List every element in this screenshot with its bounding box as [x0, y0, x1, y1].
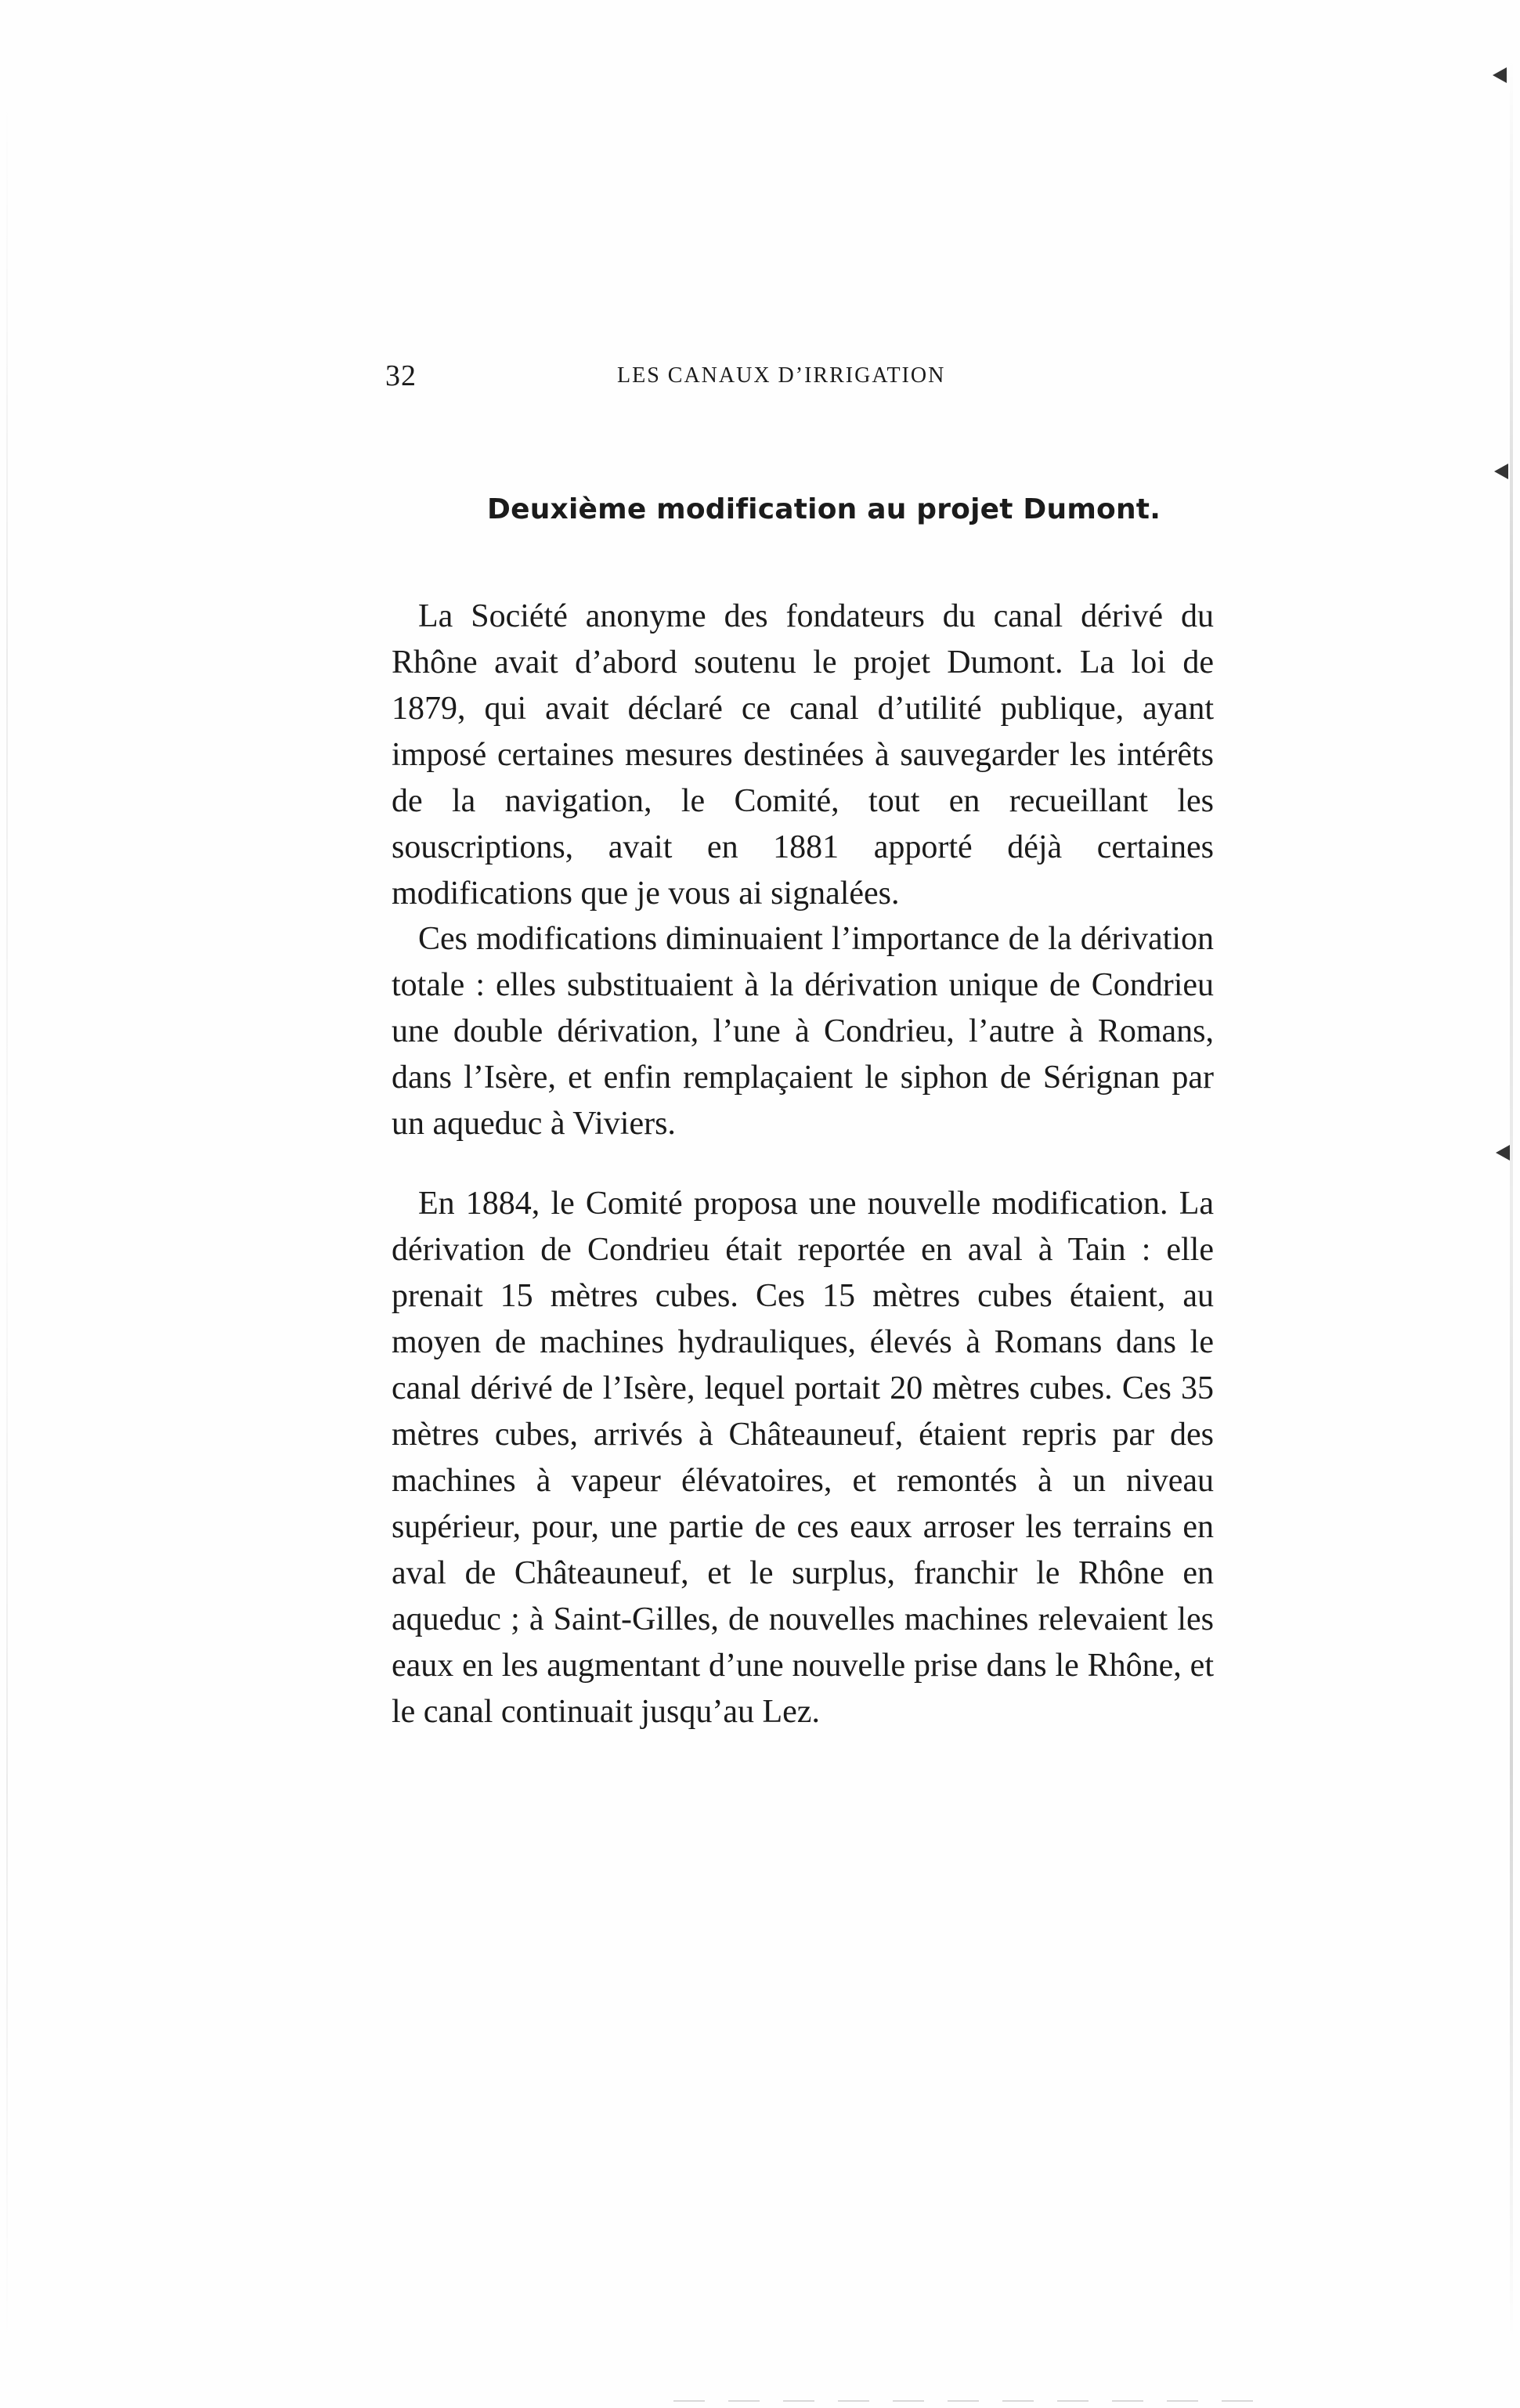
paragraph-text: Ces modifications diminuaient l’importance de la dérivation totale : elles substituaient à la dérivation unique de Condrieu une double dérivation, l’une à Condrieu, l’autre à Romans, dans l’Isère, et enfin remplaçaient le siphon de Sérignan par un aqueduc à Viviers.: [392, 921, 1214, 1142]
margin-marker-icon: [1496, 1145, 1510, 1161]
paragraph-2: [392, 916, 1214, 1147]
scan-bottom-line: [673, 2400, 1269, 2402]
running-head: LES CANAUX D’IRRIGATION: [617, 363, 946, 388]
page-header: [385, 359, 996, 406]
scan-edge-left: [6, 94, 8, 2349]
paragraph-text: En 1884, le Comité proposa une nouvelle modification. La dérivation de Condrieu était reportée en aval à Tain : elle prenait 15 mètres cubes. Ces 15 mètres cubes étaient, au moyen de machines hydrauliques, élevés à Romans dans le canal dérivé de l’Isère, lequel portait 20 mètres cubes. Ces 35 mètres cubes, arrivés à Châteauneuf, étaient repris par des machines à vapeur élévatoires, et remontés à un niveau supérieur, pour, une partie de ces eaux arroser les terrains en aval de Châteauneuf, et le surplus, franchir le Rhône en aqueduc ; à Saint-Gilles, de nouvelles machines relevaient les eaux en les augmentant d’une nouvelle prise dans le Rhône, et le canal continuait jusqu’au Lez.: [392, 1186, 1214, 1730]
paragraph-3: [392, 1181, 1214, 1735]
paragraph-1: [392, 594, 1214, 917]
page-number: 32: [385, 359, 417, 392]
paragraph-text: La Société anonyme des fondateurs du canal dérivé du Rhône avait d’abord soutenu le projet Dumont. La loi de 1879, qui avait déclaré ce canal d’utilité publique, ayant imposé certaines mesures destinées à sauvegarder les intérêts de la navigation, le Comité, tout en recueillant les souscriptions, avait en 1881 apporté déjà certaines modifications que je vous ai signalées.: [392, 598, 1214, 912]
margin-marker-icon: [1494, 464, 1508, 479]
section-title: Deuxième modification au projet Dumont.: [487, 493, 1161, 525]
scan-edge-right: [1510, 55, 1513, 2341]
margin-marker-icon: [1493, 67, 1507, 83]
